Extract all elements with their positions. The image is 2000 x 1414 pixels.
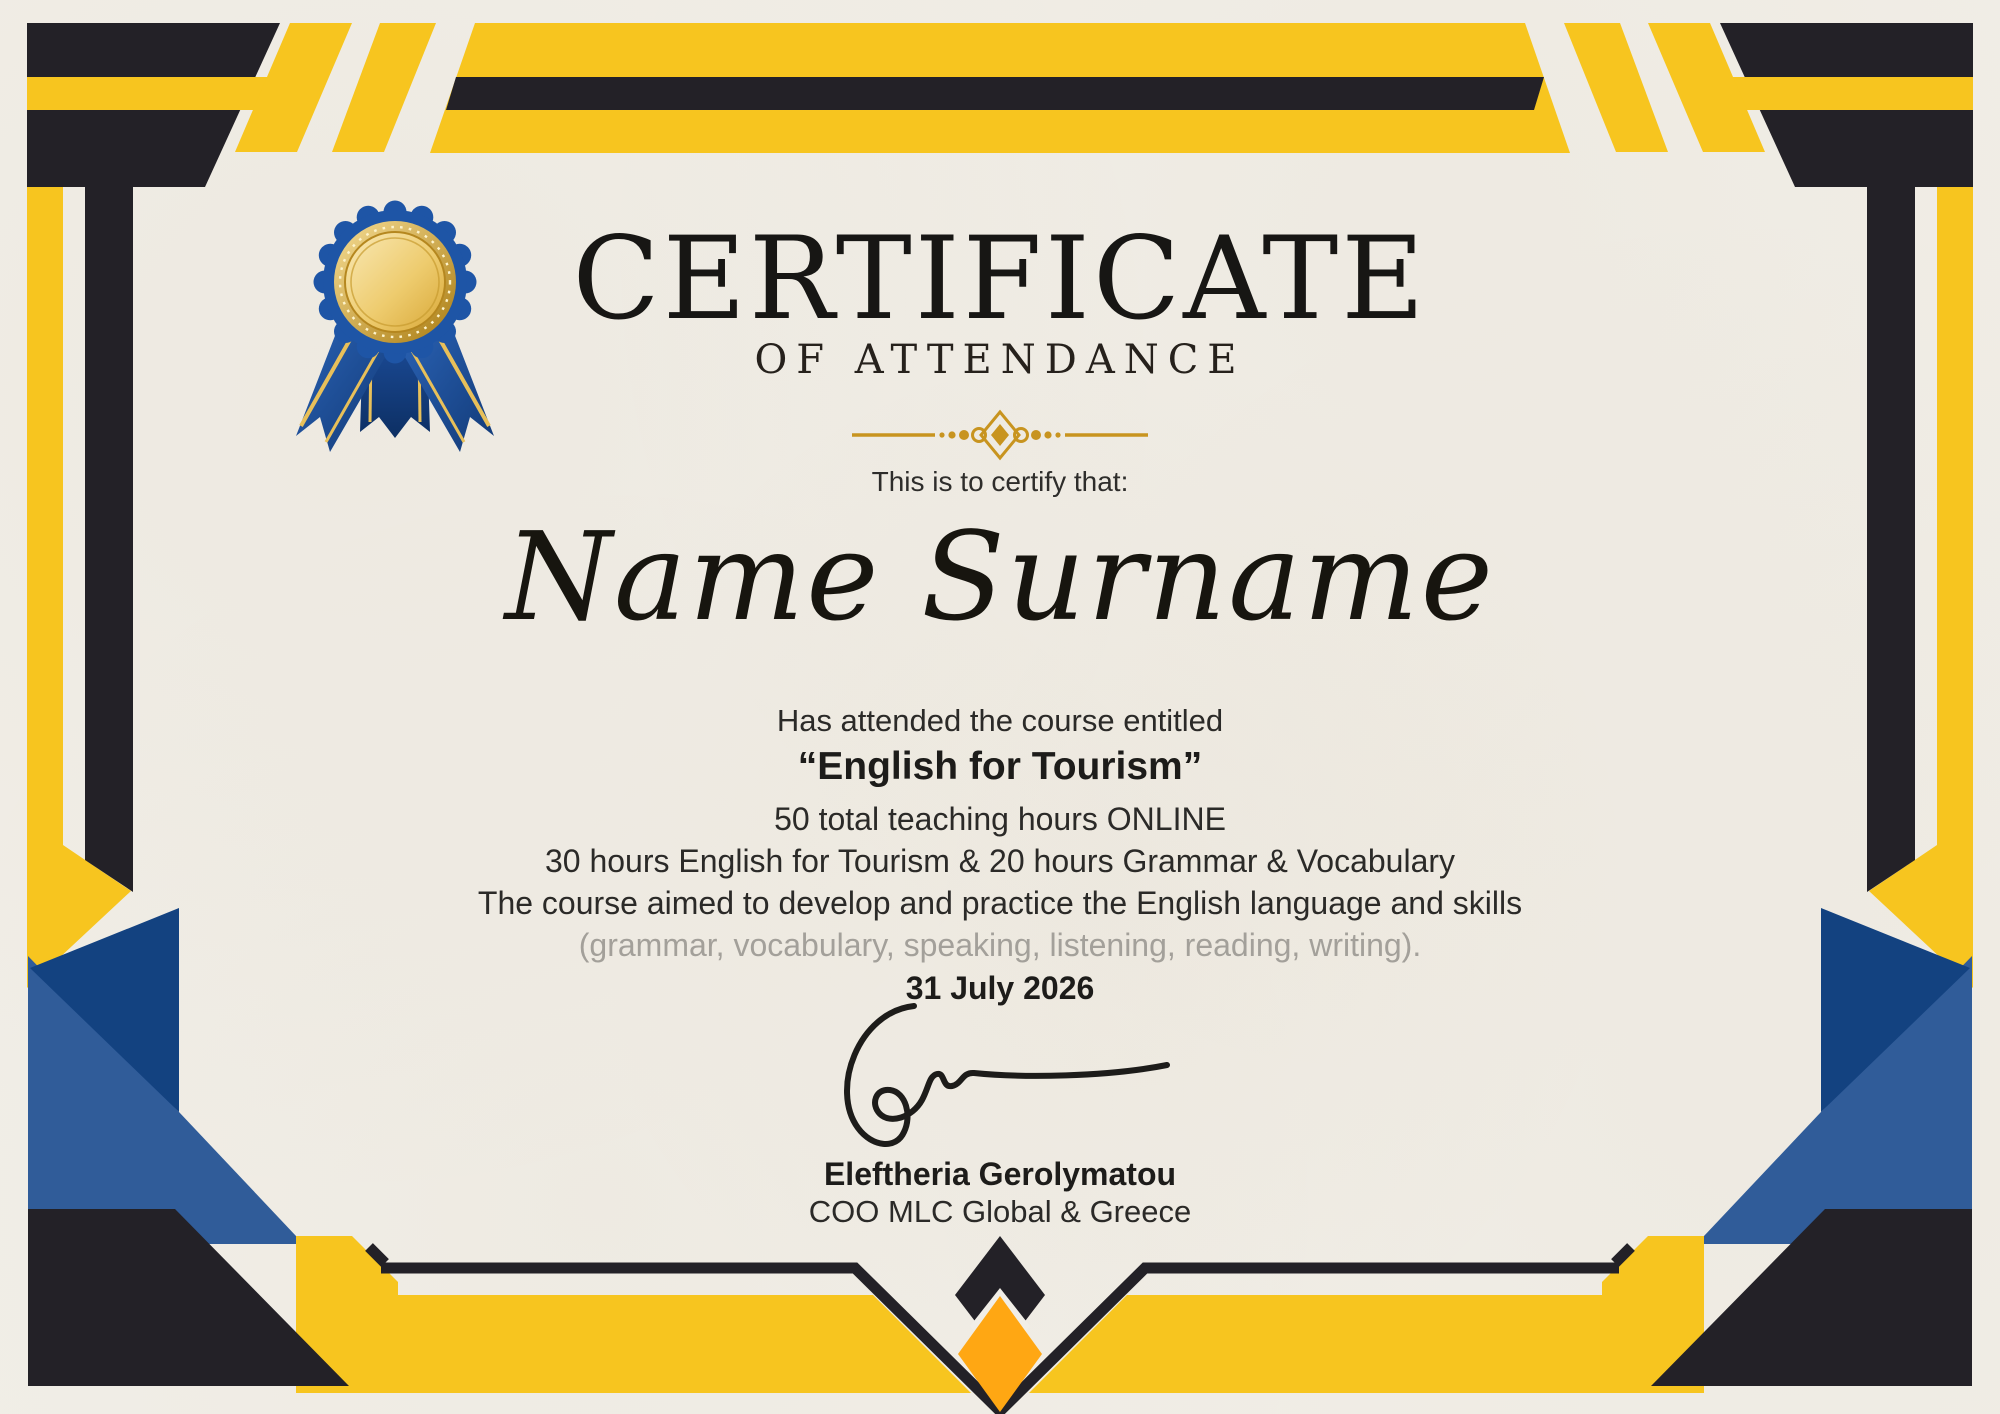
- date-line: 31 July 2026: [905, 970, 1095, 1006]
- skills-line: (grammar, vocabulary, speaking, listening, reading, writing).: [578, 927, 1422, 963]
- signer-name: Eleftheria Gerolymatou: [823, 1156, 1177, 1192]
- hours-line: 50 total teaching hours ONLINE: [774, 801, 1226, 837]
- certificate-subtitle: OF ATTENDANCE: [754, 337, 1246, 383]
- certificate-title: CERTIFICATE: [572, 212, 1428, 345]
- breakdown-line: 30 hours English for Tourism & 20 hours Grammar & Vocabulary: [544, 843, 1456, 879]
- intro-line: This is to certify that:: [871, 466, 1129, 497]
- signature-icon: [822, 994, 1182, 1154]
- recipient-name: Name Surname: [505, 506, 1495, 648]
- aim-line: The course aimed to develop and practice the English language and skills: [477, 885, 1523, 921]
- signer-role: COO MLC Global & Greece: [808, 1194, 1192, 1229]
- attended-line: Has attended the course entitled: [776, 703, 1224, 738]
- course-title: “English for Tourism”: [797, 745, 1203, 788]
- ornamental-divider-icon: [850, 406, 1150, 464]
